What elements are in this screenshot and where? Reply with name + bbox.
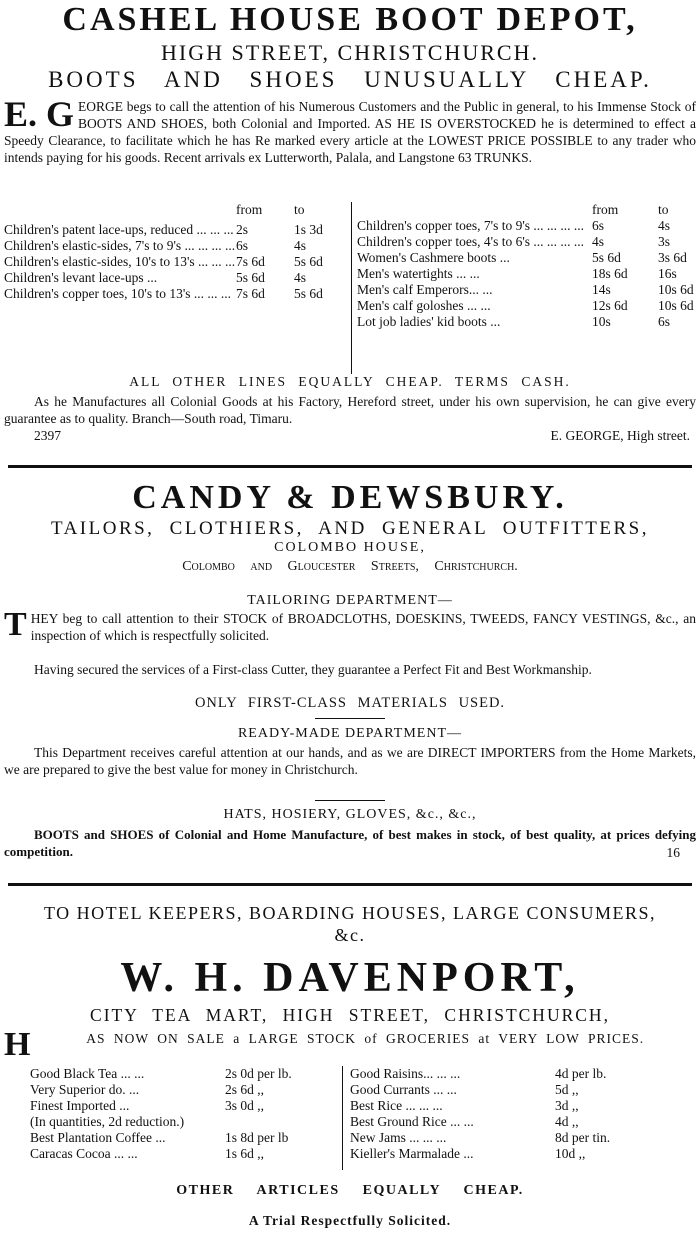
price-to: 5s 6d — [294, 254, 323, 269]
price-price: 3s 0d ,, — [225, 1098, 265, 1113]
price-name: Women's Cashmere boots ... — [357, 250, 510, 265]
price-name: Children's patent lace-ups, reduced ... ... ... — [4, 222, 234, 237]
ad2-subtitle: TAILORS, CLOTHIERS, AND GENERAL OUTFITTERS, — [50, 518, 649, 539]
price-row — [357, 298, 696, 314]
price-name: Good Currants ... ... — [350, 1082, 457, 1097]
price-price: 4d ,, — [555, 1114, 579, 1129]
price-name: New Jams ... ... ... — [350, 1130, 447, 1145]
section-rule-2 — [8, 883, 692, 886]
ad3-trial: A Trial Respectfully Solicited. — [248, 1213, 452, 1228]
price-name: Very Superior do. ... — [30, 1082, 140, 1097]
price-row — [357, 250, 696, 266]
ad1-intro-block — [4, 94, 696, 166]
price-name: Children's copper toes, 10's to 13's ... ... ... — [4, 286, 232, 301]
price-row — [357, 218, 696, 234]
price-from: 5s 6d — [592, 250, 621, 265]
price-from: 6s — [592, 218, 605, 233]
price-name: Children's copper toes, 4's to 6's ... ... ... ... — [357, 234, 585, 249]
ad1-intro-text: EORGE begs to call the attention of his Numerous Customers and the Public in general, to his Immense Stock of BOOTS AND SHOES, both Colonial and Imported. AS HE IS OVERSTOCKED he is determined to effect a Speedy Clearance, to facilitate which he has Re marked every article at the LOWEST PRICE POSSIBLE to any trader who intends paying for his goods. Recent arrivals ex Lutterworth, Palala, and Langstone 63 TRUNKS. — [4, 99, 696, 165]
price-to: 5s 6d — [294, 286, 323, 301]
price-to: 4s — [294, 270, 307, 285]
price-price — [225, 1114, 335, 1130]
ad2-ready-heading: READY-MADE DEPARTMENT— — [237, 726, 463, 741]
price-name: Best Plantation Coffee ... — [30, 1130, 166, 1145]
ad2-short-rule-1 — [315, 718, 385, 719]
price-from: 18s 6d — [592, 266, 628, 281]
price-name: Men's calf Emperors... ... — [357, 282, 493, 297]
ad2-cutter-text: Having secured the services of a First-class Cutter, they guarantee a Perfect Fit and Best Workmanship. — [34, 662, 592, 677]
price-row — [350, 1082, 670, 1098]
price-row — [350, 1114, 670, 1130]
ad3-left-price-list — [30, 1066, 335, 1162]
ad1-title: CASHEL HOUSE BOOT DEPOT, — [62, 1, 638, 38]
price-name: Children's elastic-sides, 10's to 13's ... ... ... — [4, 254, 236, 269]
ad1-address: HIGH STREET, CHRISTCHURCH. — [161, 40, 539, 65]
ad1-col-to-right: to — [658, 202, 669, 217]
price-to: 1s 3d — [294, 222, 323, 237]
price-row — [357, 266, 696, 282]
price-name: Good Raisins... ... ... — [350, 1066, 461, 1081]
price-row — [4, 270, 349, 286]
price-price: 2s 6d ,, — [225, 1082, 265, 1097]
price-row — [30, 1114, 335, 1130]
ad3-intro-text: AS NOW ON SALE a LARGE STOCK of GROCERIES at VERY LOW PRICES. — [86, 1031, 645, 1046]
price-to: 3s 6d — [658, 250, 687, 265]
ad3-intro-block — [4, 1026, 696, 1063]
ad1-signature: E. GEORGE, High street. — [550, 428, 690, 443]
price-row — [4, 254, 349, 270]
price-row — [357, 234, 696, 250]
price-from: 10s — [592, 314, 611, 329]
ad1-dropcap: E. G — [4, 94, 75, 134]
price-name: Best Ground Rice ... ... — [350, 1114, 474, 1129]
price-to: 16s — [658, 266, 677, 281]
ad3-title: W. H. DAVENPORT, — [120, 955, 580, 1001]
price-to: 10s 6d — [658, 282, 694, 297]
ad1-right-header-row — [357, 202, 696, 218]
price-to: 4s — [658, 218, 671, 233]
ad2-tailoring-text: HEY beg to call attention to their STOCK of BROADCLOTHS, DOESKINS, TWEEDS, FANCY VESTINGS, &c., an inspection of which is respectfully solicited. — [30, 611, 696, 643]
ad1-left-header-row — [4, 202, 349, 218]
price-name: Children's copper toes, 7's to 9's ... ... ... ... — [357, 218, 585, 233]
ad1-footer: As he Manufactures all Colonial Goods at his Factory, Hereford street, under his own supervision, he can give every guarantee as to quality. Branch—South road, Timaru. — [4, 394, 696, 426]
price-to: 3s — [658, 234, 671, 249]
price-price: 8d per tin. — [555, 1130, 611, 1145]
ad2-short-rule-2 — [315, 800, 385, 801]
price-row — [30, 1130, 335, 1146]
price-price: 4d per lb. — [555, 1066, 607, 1081]
ad3-right-price-list — [350, 1066, 670, 1162]
price-price: 1s 8d per lb — [225, 1130, 289, 1145]
ad3-dropcap: H — [4, 1026, 31, 1063]
price-to: 10s 6d — [658, 298, 694, 313]
ad3-address: CITY TEA MART, HIGH STREET, CHRISTCHURCH, — [90, 1005, 610, 1025]
ad1-left-price-list — [4, 202, 349, 302]
ad1-headline: BOOTS AND SHOES UNUSUALLY CHEAP. — [48, 67, 652, 92]
price-name: Men's calf goloshes ... ... — [357, 298, 491, 313]
ad2-tailoring-block — [4, 606, 696, 644]
ad2-boots-text: BOOTS and SHOES of Colonial and Home Manufacture, of best makes in stock, of best quality, at prices defying competition. — [4, 827, 696, 859]
price-name: Children's elastic-sides, 7's to 9's ... ... ... ... — [4, 238, 236, 253]
ad2-ready-text: This Department receives careful attention at our hands, and as we are DIRECT IMPORTERS from the Home Markets, we are prepared to give the best value for money in Christchurch. — [4, 745, 696, 777]
price-price: 10d ,, — [555, 1146, 586, 1161]
price-from: 2s — [236, 222, 249, 237]
price-row — [350, 1066, 670, 1082]
price-row — [4, 222, 349, 238]
price-row — [350, 1098, 670, 1114]
price-name: Lot job ladies' kid boots ... — [357, 314, 501, 329]
price-price: 5d ,, — [555, 1082, 579, 1097]
price-from: 4s — [592, 234, 605, 249]
ad2-streets: Colombo and Gloucester Streets, Christchurch. — [182, 559, 518, 574]
price-row — [4, 286, 349, 302]
price-name: (In quantities, 2d reduction.) — [30, 1114, 185, 1129]
ad2-title: CANDY & DEWSBURY. — [132, 479, 568, 516]
price-row — [30, 1082, 335, 1098]
price-from: 5s 6d — [236, 270, 265, 285]
price-name: Children's levant lace-ups ... — [4, 270, 158, 285]
price-row — [30, 1098, 335, 1114]
price-from: 14s — [592, 282, 611, 297]
price-price: 1s 6d ,, — [225, 1146, 265, 1161]
ad1-col-from: from — [236, 202, 263, 217]
price-from: 7s 6d — [236, 286, 265, 301]
price-price: 3d ,, — [555, 1098, 579, 1113]
price-name: Caracas Cocoa ... ... — [30, 1146, 138, 1161]
price-row — [350, 1130, 670, 1146]
ad1-right-price-list — [357, 202, 696, 330]
price-name: Best Rice ... ... ... — [350, 1098, 443, 1113]
price-row — [350, 1146, 670, 1162]
section-rule-1 — [8, 465, 692, 468]
price-row — [30, 1146, 335, 1162]
ad1-terms: ALL OTHER LINES EQUALLY CHEAP. TERMS CASH. — [129, 374, 571, 389]
ad1-column-divider — [351, 202, 353, 374]
ad2-tailoring-heading: TAILORING DEPARTMENT— — [247, 593, 453, 608]
ad1-col-from-right: from — [592, 202, 619, 217]
price-row — [4, 238, 349, 254]
price-from: 6s — [236, 238, 249, 253]
ad2-hats: HATS, HOSIERY, GLOVES, &c., &c., — [223, 807, 477, 822]
ad2-house: COLOMBO HOUSE, — [274, 540, 426, 555]
ad2-materials: ONLY FIRST-CLASS MATERIALS USED. — [194, 695, 506, 711]
price-price: 2s 0d per lb. — [225, 1066, 292, 1081]
ad3-heading: TO HOTEL KEEPERS, BOARDING HOUSES, LARGE CONSUMERS, &c. — [43, 903, 657, 945]
price-name: Finest Imported ... — [30, 1098, 130, 1113]
price-row — [357, 282, 696, 298]
ad2-dropcap: T — [4, 606, 27, 643]
ad3-column-divider — [342, 1066, 344, 1170]
price-name: Kieller's Marmalade ... — [350, 1146, 474, 1161]
price-row — [30, 1066, 335, 1082]
price-name: Men's watertights ... ... — [357, 266, 480, 281]
price-to: 6s — [658, 314, 671, 329]
price-from: 12s 6d — [592, 298, 628, 313]
ad1-col-to: to — [294, 202, 305, 217]
price-name: Good Black Tea ... ... — [30, 1066, 145, 1081]
ad2-ref: 16 — [666, 845, 680, 860]
price-from: 7s 6d — [236, 254, 265, 269]
ad3-other: OTHER ARTICLES EQUALLY CHEAP. — [176, 1183, 524, 1198]
price-row — [357, 314, 696, 330]
price-to: 4s — [294, 238, 307, 253]
ad1-ref: 2397 — [34, 428, 61, 443]
